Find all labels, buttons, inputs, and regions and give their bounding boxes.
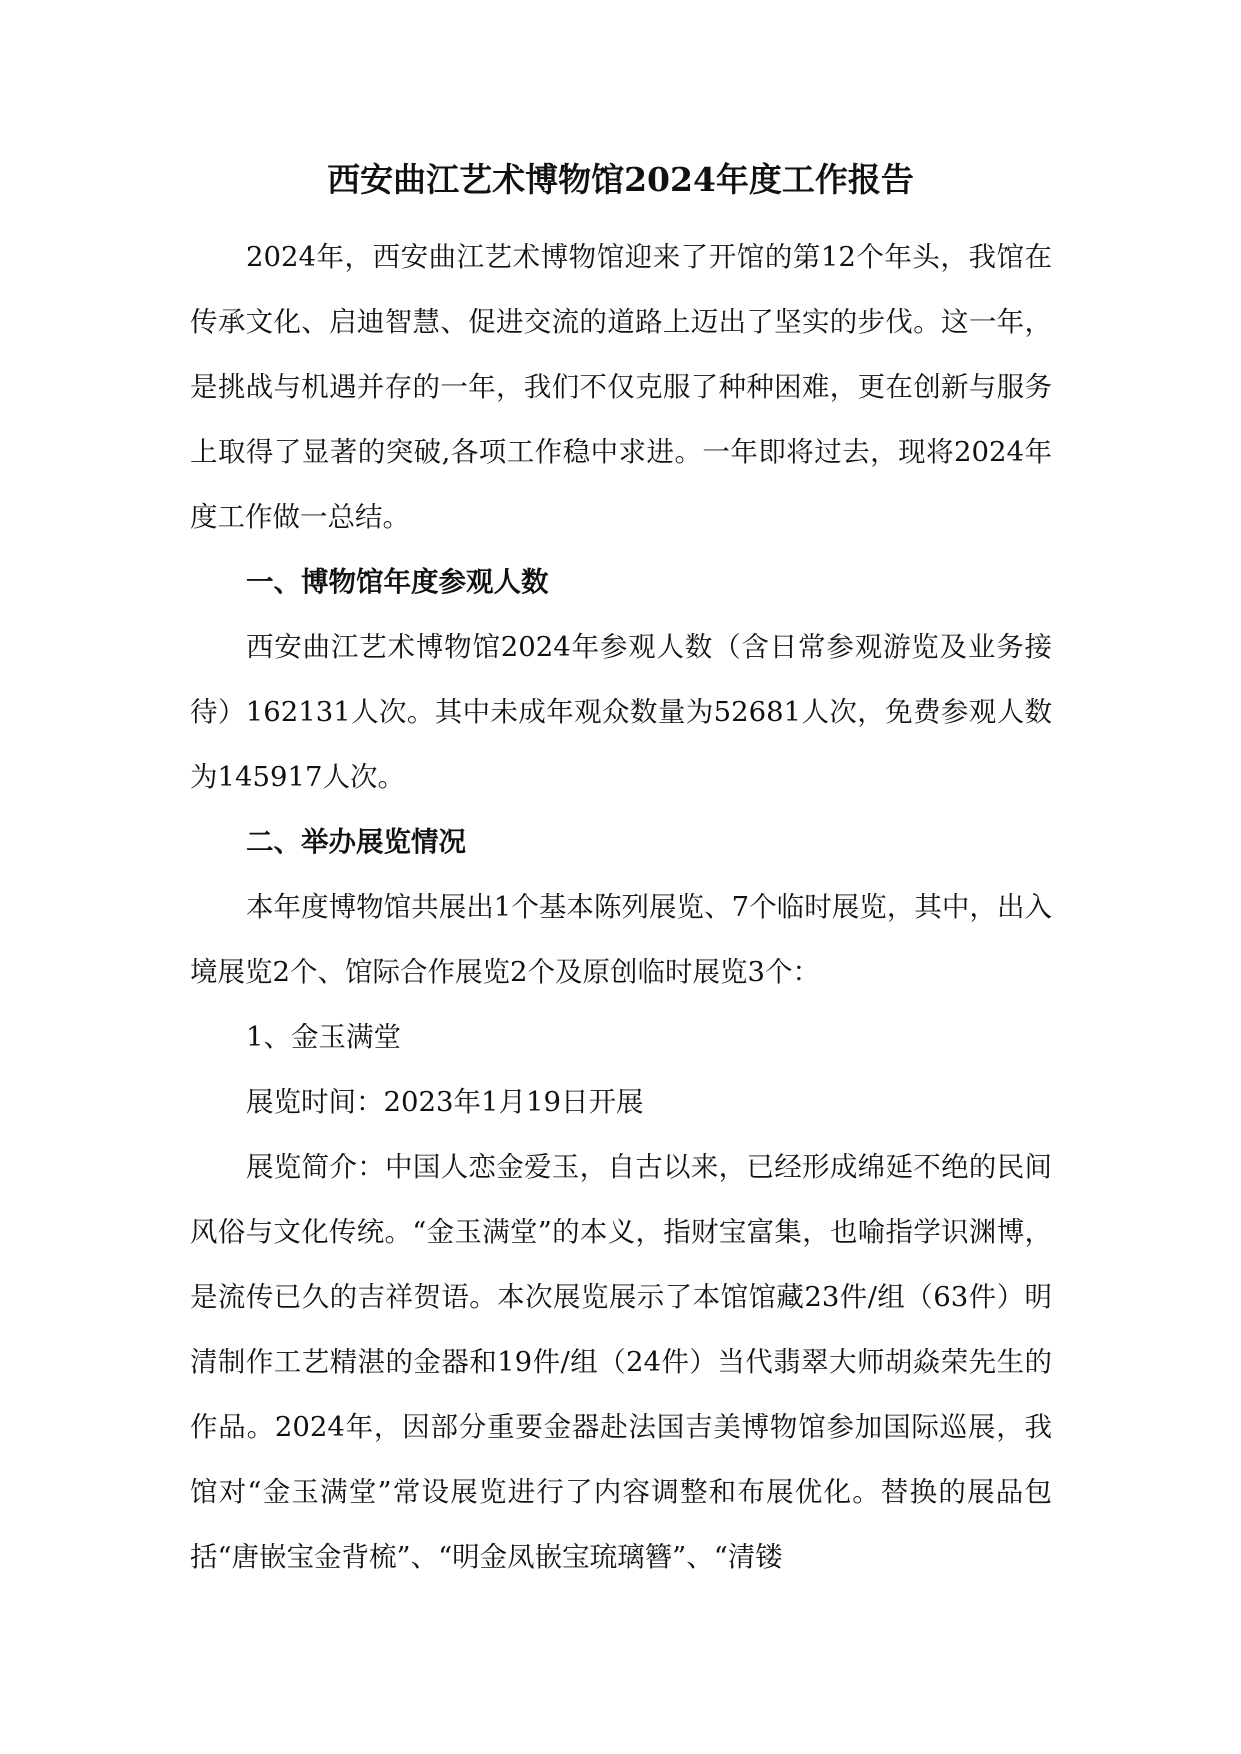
exhibition-item-time: 展览时间：2023年1月19日开展: [246, 1086, 644, 1118]
section2-heading: 二、举办展览情况: [246, 826, 466, 858]
exhibition-item-title: 1、金玉满堂: [246, 1021, 401, 1053]
intro-paragraph: 2024年，西安曲江艺术博物馆迎来了开馆的第12个年头，我馆在传承文化、启迪智慧、促进交流的道路上迈出了坚实的步伐。这一年，是挑战与机遇并存的一年，我们不仅克服了种种困难，更在创新与服务上取得了显著的突破,各项工作稳中求进。一年即将过去，现将2024年度工作做一总结。: [190, 241, 1052, 533]
section1-paragraph: 西安曲江艺术博物馆2024年参观人数（含日常参观游览及业务接待）162131人次。其中未成年观众数量为52681人次，免费参观人数为145917人次。: [190, 631, 1052, 793]
document-body: [190, 225, 1052, 1590]
section2-paragraph: 本年度博物馆共展出1个基本陈列展览、7个临时展览，其中，出入境展览2个、馆际合作展览2个及原创临时展览3个：: [190, 891, 1052, 988]
section1-heading: 一、博物馆年度参观人数: [246, 566, 549, 598]
exhibition-item-intro: 展览简介：中国人恋金爱玉，自古以来，已经形成绵延不绝的民间风俗与文化传统。“金玉满堂”的本义，指财宝富集，也喻指学识渊博，是流传已久的吉祥贺语。本次展览展示了本馆馆藏23件/组（63件）明清制作工艺精湛的金器和19件/组（24件）当代翡翠大师胡焱荣先生的作品。2024年，因部分重要金器赴法国吉美博物馆参加国际巡展，我馆对“金玉满堂”常设展览进行了内容调整和布展优化。替换的展品包括“唐嵌宝金背梳”、“明金凤嵌宝琉璃簪”、“清镂: [190, 1151, 1052, 1573]
document-title: 西安曲江艺术博物馆2024年度工作报告: [327, 160, 914, 199]
